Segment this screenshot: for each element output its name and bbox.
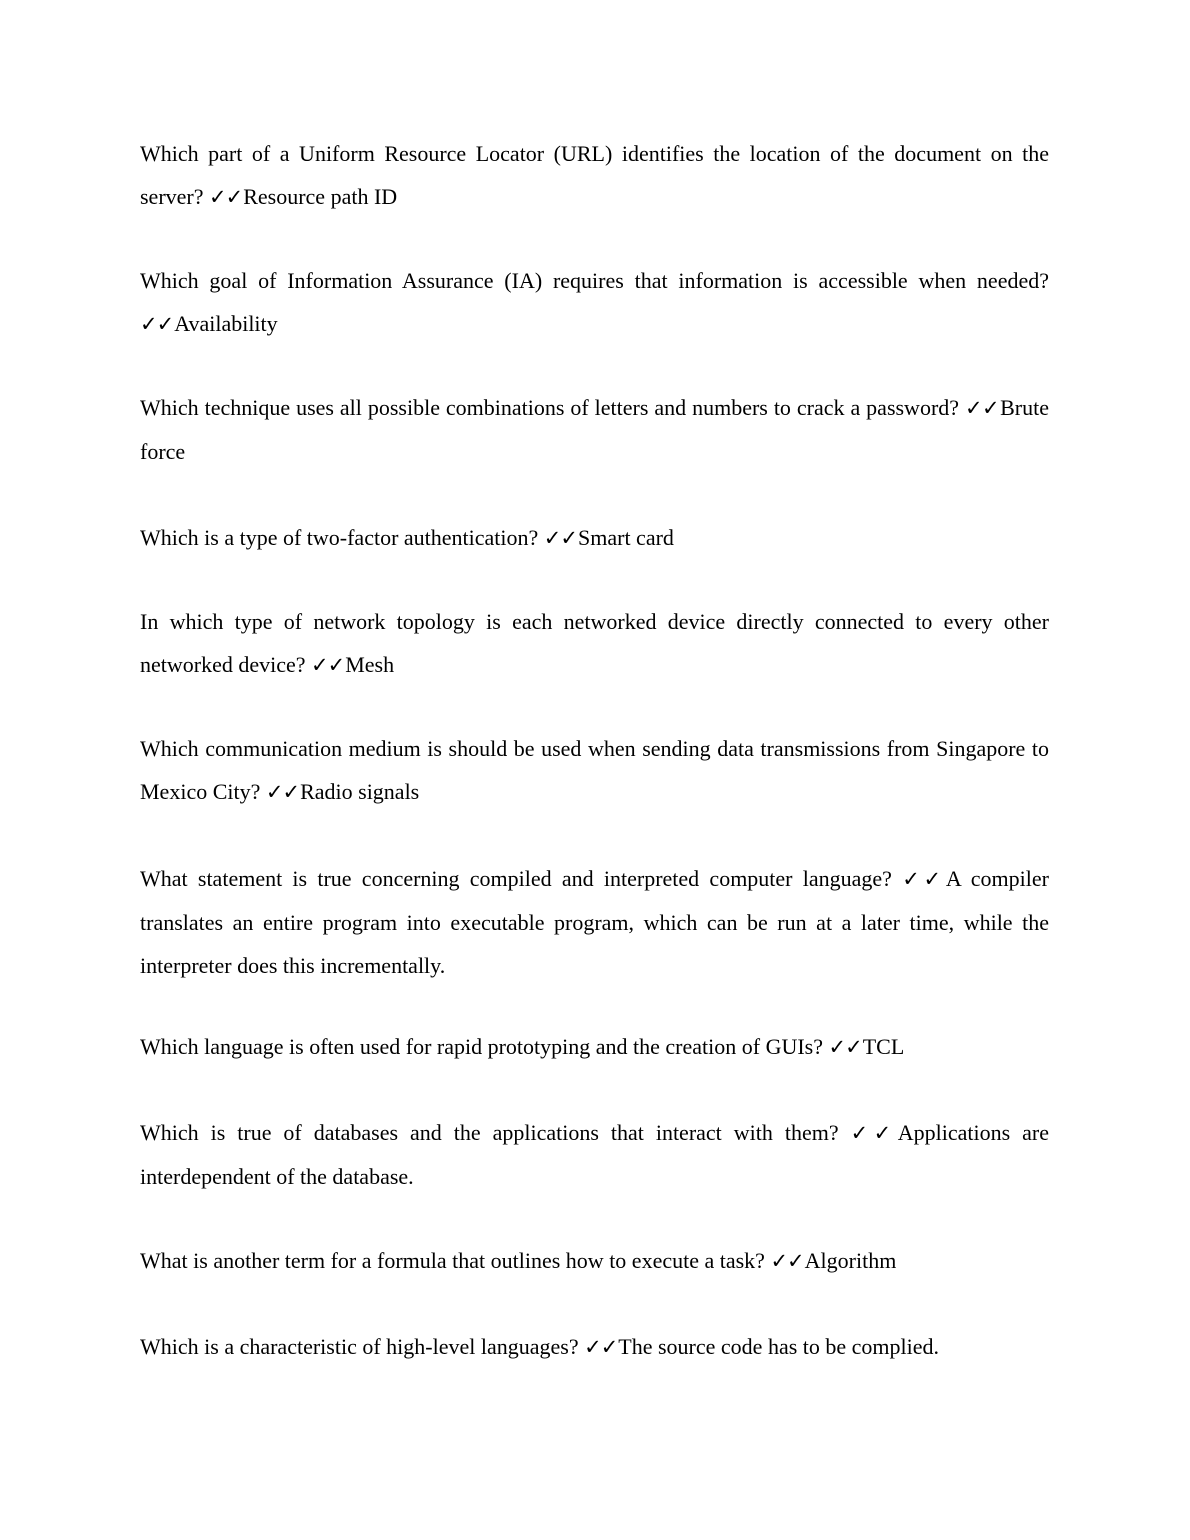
- question-text: Which is a type of two-factor authentication?: [140, 525, 539, 550]
- question-text: Which is a characteristic of high-level languages?: [140, 1334, 579, 1359]
- double-check-icon: ✓✓: [311, 653, 345, 677]
- question-text: What is another term for a formula that outlines how to execute a task?: [140, 1248, 765, 1273]
- question-text: What statement is true concerning compiled and interpreted computer language?: [140, 866, 892, 891]
- answer-text: Algorithm: [804, 1248, 897, 1273]
- double-check-icon: ✓✓: [828, 1035, 862, 1059]
- answer-text: Availability: [174, 311, 278, 336]
- question-text: Which is true of databases and the applications that interact with them?: [140, 1120, 839, 1145]
- qa-item: [140, 1239, 1049, 1283]
- double-check-icon: ✓✓: [770, 1249, 804, 1273]
- qa-item: [140, 386, 1049, 473]
- qa-item: [140, 727, 1049, 814]
- qa-item: [140, 132, 1049, 219]
- answer-text: Resource path ID: [243, 184, 398, 209]
- answer-text: The source code has to be complied.: [618, 1334, 940, 1359]
- double-check-icon: ✓✓: [265, 780, 300, 804]
- question-text: Which technique uses all possible combinations of letters and numbers to crack a password?: [140, 395, 960, 420]
- answer-text: A compiler translates an entire program into executable program, which can be run at a later time, while the interpreter does this incrementally.: [140, 866, 1049, 978]
- double-check-icon: ✓✓: [584, 1335, 618, 1359]
- double-check-icon: ✓✓: [965, 396, 1000, 420]
- qa-item: [140, 1111, 1049, 1198]
- qa-item: [140, 516, 1049, 560]
- answer-text: Applications are interdependent of the database.: [140, 1120, 1049, 1189]
- double-check-icon: ✓✓: [902, 867, 945, 891]
- question-text: Which language is often used for rapid prototyping and the creation of GUIs?: [140, 1034, 824, 1059]
- qa-item: [140, 1025, 1049, 1069]
- answer-text: Smart card: [578, 525, 674, 550]
- double-check-icon: ✓✓: [209, 185, 243, 209]
- answer-text: Mesh: [345, 652, 395, 677]
- question-text: In which type of network topology is each networked device directly connected to every other networked device?: [140, 609, 1049, 677]
- qa-item: [140, 600, 1049, 687]
- double-check-icon: ✓✓: [140, 312, 174, 336]
- qa-item: [140, 1325, 1049, 1369]
- double-check-icon: ✓✓: [850, 1121, 897, 1145]
- answer-text: Brute force: [140, 395, 1049, 464]
- double-check-icon: ✓✓: [543, 526, 577, 550]
- question-text: Which communication medium is should be used when sending data transmissions from Singapore to Mexico City?: [140, 736, 1049, 804]
- answer-text: TCL: [862, 1034, 905, 1059]
- question-text: Which part of a Uniform Resource Locator (URL) identifies the location of the document on the server?: [140, 141, 1049, 209]
- question-text: Which goal of Information Assurance (IA) requires that information is accessible when needed?: [140, 268, 1049, 293]
- qa-item: [140, 259, 1049, 346]
- answer-text: Radio signals: [300, 779, 420, 804]
- qa-item: [140, 857, 1049, 987]
